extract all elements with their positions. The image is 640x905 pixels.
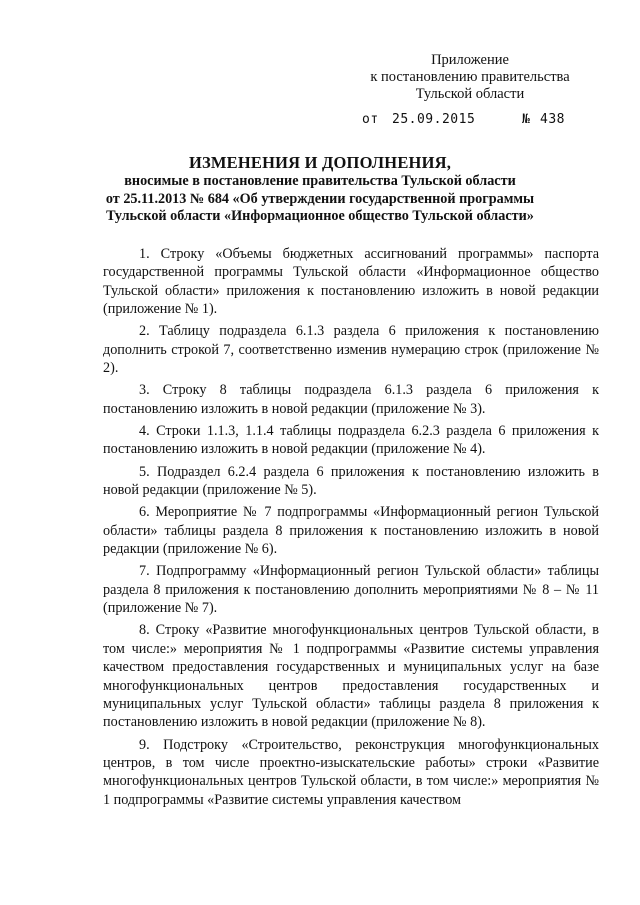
document-title xyxy=(100,153,540,226)
number-value: 438 xyxy=(540,112,565,127)
item-paragraph: 8. Строку «Развитие многофункциональных центров Тульской области, в том числе:» мероприятия № 1 подпрограммы «Развитие системы управления качеством предоставления государственных и муниципальных услуг на базе многофункциональных центров предоставления государственных и муниципальных услуг Тульской области» таблицы раздела 8 приложения к постановлению изложить в новой редакции (приложение № 8). xyxy=(103,622,599,731)
item-paragraph: 6. Мероприятие № 7 подпрограммы «Информационный регион Тульской области» таблицы раздела 8 приложения к постановлению изложить в новой редакции (приложение № 6). xyxy=(103,504,599,558)
appendix-header xyxy=(360,52,580,103)
item-paragraph: 4. Строки 1.1.3, 1.1.4 таблицы подраздела 6.2.3 раздела 6 приложения к постановлению изложить в новой редакции (приложение № 4). xyxy=(103,423,599,458)
item-paragraph: 3. Строку 8 таблицы подраздела 6.1.3 раздела 6 приложения к постановлению изложить в новой редакции (приложение № 3). xyxy=(103,382,599,417)
item-paragraph: 2. Таблицу подраздела 6.1.3 раздела 6 приложения к постановлению дополнить строкой 7, соответственно изменив нумерацию строк (приложение № 2). xyxy=(103,323,599,377)
appendix-line-3: Тульской области xyxy=(415,86,525,102)
item-paragraph: 5. Подраздел 6.2.4 раздела 6 приложения к постановлению изложить в новой редакции (приложение № 5). xyxy=(103,463,599,499)
date-label: от xyxy=(362,112,379,127)
item-paragraph: 7. Подпрограмму «Информационный регион Тульской области» таблицы раздела 8 приложения к постановлению дополнить мероприятиями № 8 – № 11 (приложение № 7). xyxy=(103,563,599,617)
title-line-3: Тульской области «Информационное общество Тульской области» xyxy=(106,208,534,224)
appendix-line-2: к постановлению правительства xyxy=(370,69,570,85)
title-main: ИЗМЕНЕНИЯ И ДОПОЛНЕНИЯ, xyxy=(188,153,452,172)
number-label: № xyxy=(522,112,531,127)
title-line-2: от 25.11.2013 № 684 «Об утверждении государственной программы xyxy=(105,190,535,207)
title-line-1: вносимые в постановление правительства Тульской области xyxy=(124,173,516,189)
item-paragraph: 9. Подстроку «Строительство, реконструкция многофункциональных центров, в том числе проектно-изыскательские работы» строки «Развитие многофункциональных центров Тульской области, в том числе:» мероприятия № 1 подпрограммы «Развитие системы управления качеством xyxy=(103,736,599,808)
item-paragraph: 1. Строку «Объемы бюджетных ассигнований программы» паспорта государственной программы Тульской области «Информационное общество Тульской области» приложения к постановлению изложить в новой редакции (приложение № 1). xyxy=(103,246,599,318)
appendix-title: Приложение xyxy=(431,52,509,68)
document-body xyxy=(103,245,599,813)
date-value: 25.09.2015 xyxy=(392,112,476,127)
